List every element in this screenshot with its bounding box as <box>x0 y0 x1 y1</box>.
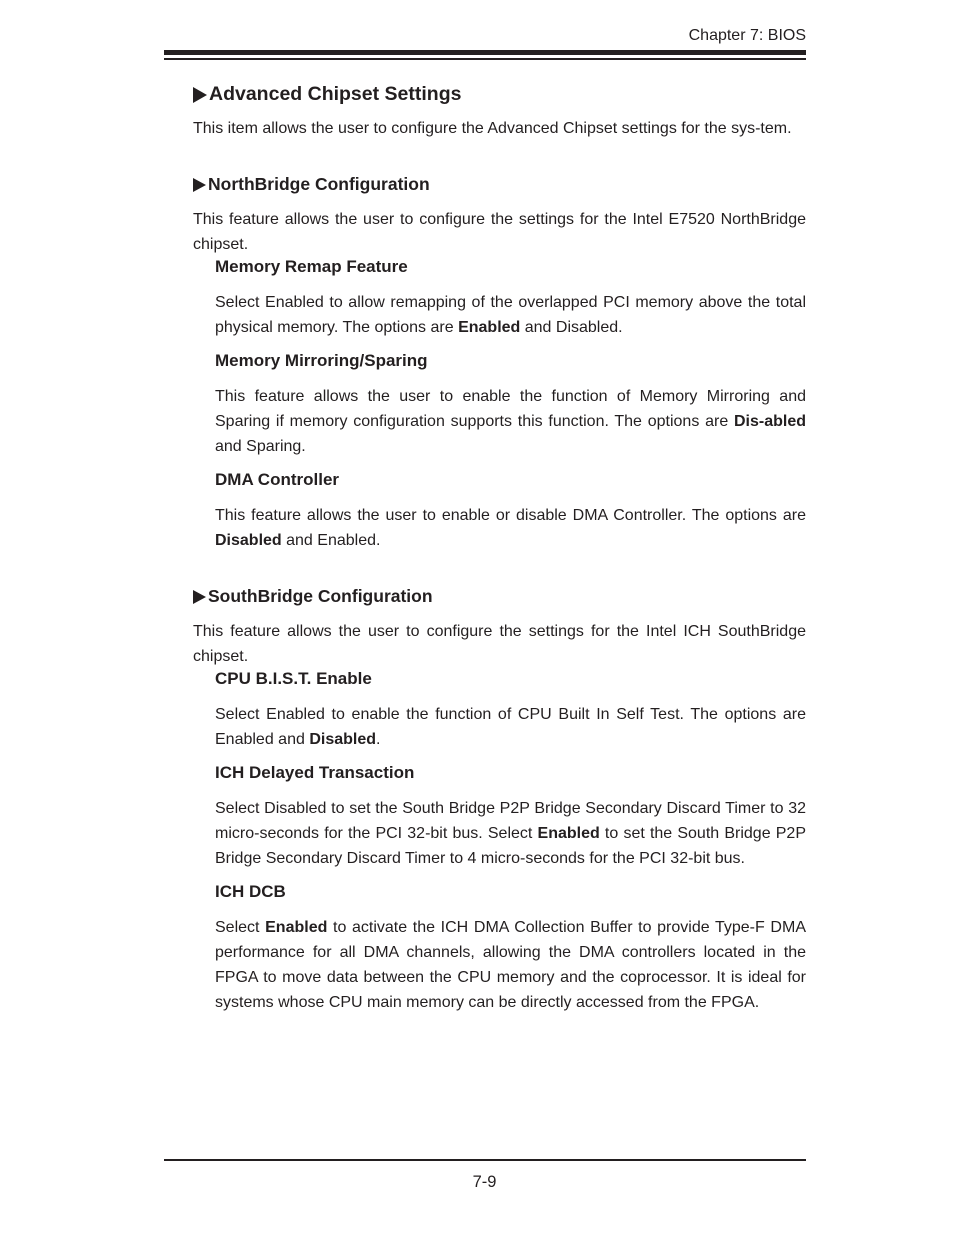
triangle-bullet-icon <box>193 87 207 103</box>
subsection-cpu-bist <box>215 669 806 752</box>
footer-rule <box>164 1159 806 1161</box>
chapter-header: Chapter 7: BIOS <box>688 27 806 44</box>
section-title: NorthBridge Configuration <box>208 174 430 194</box>
subsection-ich-delayed-transaction <box>215 763 806 871</box>
section-heading <box>193 174 806 195</box>
subsection-title: Memory Remap Feature <box>215 257 408 276</box>
subsection-memory-remap <box>215 257 806 340</box>
section-title: SouthBridge Configuration <box>208 586 433 606</box>
triangle-bullet-icon <box>193 590 206 604</box>
subsection-title: DMA Controller <box>215 470 340 489</box>
subsection-list <box>215 257 806 553</box>
subsection-body: This feature allows the user to enable or disable DMA Controller. The options are Disabled and Enabled. <box>215 507 806 549</box>
section-northbridge <box>193 174 806 553</box>
subsection-title: ICH DCB <box>215 882 286 901</box>
page-number: 7-9 <box>472 1173 497 1191</box>
section-heading <box>193 586 806 607</box>
subsection-title: ICH Delayed Transaction <box>215 763 415 782</box>
section-title: Advanced Chipset Settings <box>209 83 462 105</box>
header-rule-thick <box>164 50 806 55</box>
section-body: This feature allows the user to configure the settings for the Intel E7520 NorthBridge chipset. <box>193 211 806 253</box>
subsection-title: CPU B.I.S.T. Enable <box>215 669 372 688</box>
subsection-dma-controller <box>215 470 806 553</box>
subsection-list <box>215 669 806 1015</box>
section-advanced-chipset <box>193 83 806 141</box>
page-content <box>193 83 806 1015</box>
subsection-title: Memory Mirroring/Sparing <box>215 351 428 370</box>
triangle-bullet-icon <box>193 178 206 192</box>
header-rule-thin <box>164 58 806 60</box>
section-southbridge <box>193 586 806 1015</box>
subsection-body: Select Enabled to enable the function of CPU Built In Self Test. The options are Enabled and Disabled. <box>215 706 806 748</box>
subsection-memory-mirroring <box>215 351 806 459</box>
subsection-body: This feature allows the user to enable the function of Memory Mirroring and Sparing if memory configuration supports this function. The options are Dis-abled and Sparing. <box>215 388 806 455</box>
section-body: This item allows the user to configure the Advanced Chipset settings for the sys-tem. <box>193 120 792 137</box>
section-heading <box>193 83 806 106</box>
subsection-body: Select Enabled to allow remapping of the overlapped PCI memory above the total physical memory. The options are Enabled and Disabled. <box>215 294 806 336</box>
subsection-body: Select Disabled to set the South Bridge P2P Bridge Secondary Discard Timer to 32 micro-seconds for the PCI 32-bit bus. Select Enabled to set the South Bridge P2P Bridge Secondary Discard Timer to 4 micro-seconds for the PCI 32-bit bus. <box>215 800 807 867</box>
subsection-body: Select Enabled to activate the ICH DMA Collection Buffer to provide Type-F DMA performance for all DMA channels, allowing the DMA controllers located in the FPGA to move data between the CPU memory and the coprocessor. It is ideal for systems whose CPU main memory can be directly accessed from the FPGA. <box>215 919 806 1011</box>
subsection-ich-dcb <box>215 882 806 1015</box>
section-body: This feature allows the user to configure the settings for the Intel ICH SouthBridge chipset. <box>193 623 806 665</box>
